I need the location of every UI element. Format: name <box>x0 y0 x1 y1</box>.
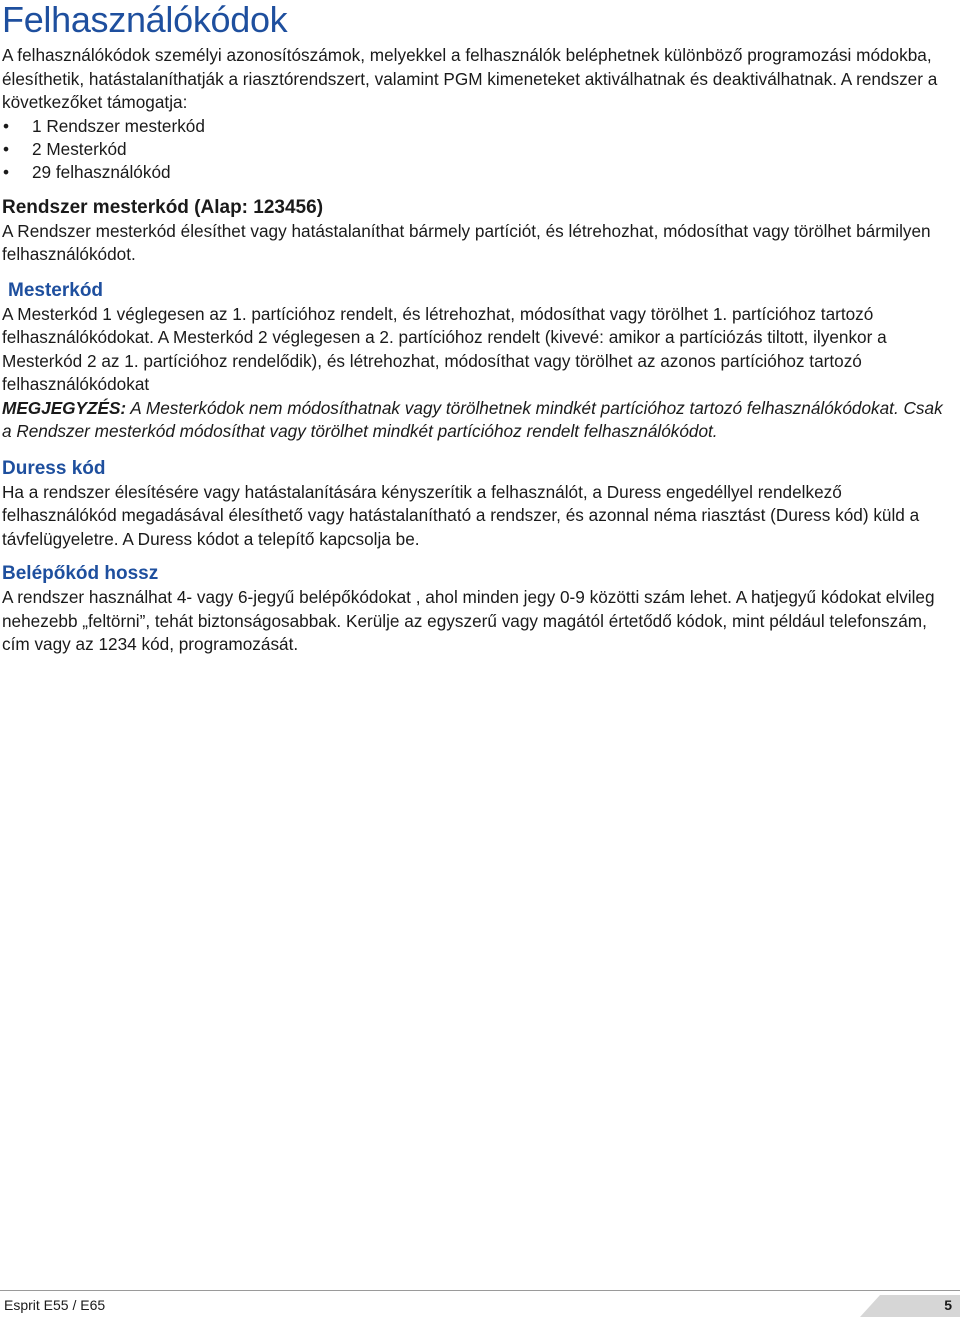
section-body: A Mesterkód 1 véglegesen az 1. partícióhoz rendelt, és létrehozhat, módosíthat vagy törölhet 1. partícióhoz tartozó felhasználókódokat. A Mesterkód 2 véglegesen a 2. partícióhoz rendelt (kivevé: amikor a partíciózás tiltott, ilyenkor a Mesterkód 2 az 1. partícióhoz rendelődik), és létrehozhat, módosíthat vagy törölhet az azonos partícióhoz tartozó felhasználókódokat <box>2 303 887 394</box>
list-item: • 1 Rendszer mesterkód <box>3 115 205 136</box>
section-heading: Rendszer mesterkód (Alap: 123456) <box>2 196 324 218</box>
document-page <box>2 0 956 657</box>
code-types-list <box>2 115 956 184</box>
section-system-master-code <box>2 195 956 267</box>
section-heading: Mesterkód <box>8 279 104 301</box>
page-title: Felhasználókódok <box>2 0 288 40</box>
page-number: 5 <box>944 1297 952 1313</box>
section-code-length <box>2 561 956 657</box>
section-heading: Duress kód <box>2 457 106 479</box>
intro-paragraph: A felhasználókódok személyi azonosítószámok, melyekkel a felhasználók beléphetnek különböző programozási módokba, élesíthetik, hatástalaníthatják a riasztórendszert, valamint PGM kimeneteket aktiválhatnak és deaktiválhatnak. A rendszer a következőket támogatja: <box>2 45 938 112</box>
bullet-icon: • <box>3 115 10 136</box>
list-item: • 2 Mesterkód <box>3 138 127 159</box>
note-label: MEGJEGYZÉS: <box>2 397 127 418</box>
section-heading: Belépőkód hossz <box>2 563 159 584</box>
section-master-code <box>2 278 956 444</box>
section-duress-code <box>2 456 956 552</box>
footer-divider <box>0 1290 960 1291</box>
bullet-icon: • <box>3 138 10 159</box>
bullet-icon: • <box>3 161 10 182</box>
note-paragraph <box>2 397 956 444</box>
note-text: A Mesterkódok nem módosíthatnak vagy törölhetnek mindkét partícióhoz tartozó felhasználókódokat. Csak a Rendszer mesterkód módosíthat vagy törölhet mindkét partícióhoz rendelt felhasználókódot. <box>2 397 943 441</box>
section-body: Ha a rendszer élesítésére vagy hatástalanítására kényszerítik a felhasználót, a Duress engedéllyel rendelkező felhasználókód megadásával élesíthető vagy hatástalanítható a rendszer, és azonnal néma riasztást (Duress kód) küld a távfelügyeletre. A Duress kódot a telepítő kapcsolja be. <box>2 481 920 549</box>
section-body: A rendszer használhat 4- vagy 6-jegyű belépőkódokat , ahol minden jegy 0-9 közötti szám lehet. A hatjegyű kódokat elvileg nehezebb „feltörni”, tehát biztonságosabbak. Kerülje az egyszerű vagy magától értetődő kódok, mint például telefonszám, cím vagy az 1234 kód, programozását. <box>2 587 935 654</box>
section-body: A Rendszer mesterkód élesíthet vagy hatástalaníthat bármely partíciót, és létrehozhat, módosíthat vagy törölhet bármilyen felhasználókódot. <box>2 220 931 264</box>
footer-product-name: Esprit E55 / E65 <box>4 1297 106 1313</box>
list-item: • 29 felhasználókód <box>3 161 171 182</box>
